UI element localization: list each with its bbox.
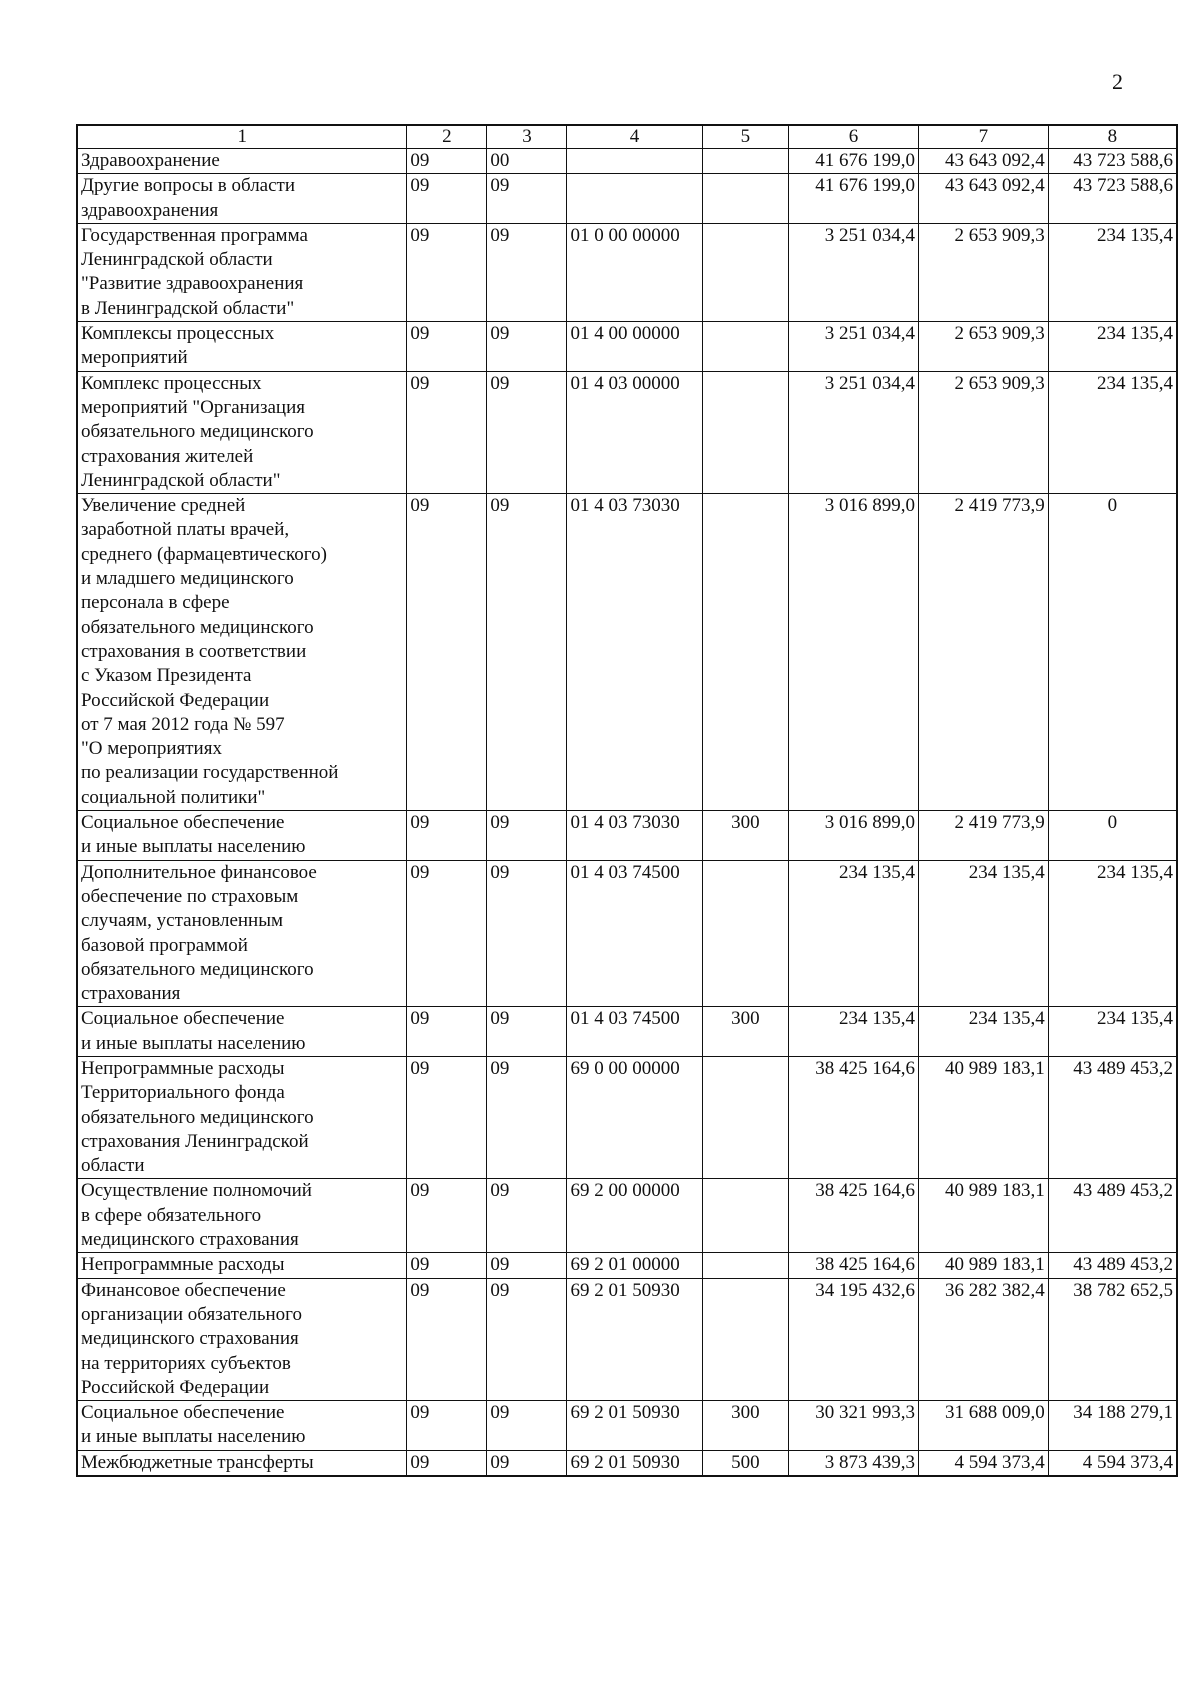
expense-type-code-cell — [702, 1253, 789, 1278]
amount-col8-cell: 234 135,4 — [1048, 371, 1177, 493]
amount-col6-cell: 38 425 164,6 — [789, 1253, 919, 1278]
section-code-cell: 09 — [407, 1401, 487, 1451]
amount-col8-cell: 0 — [1048, 811, 1177, 861]
table-row — [77, 1007, 1177, 1057]
amount-col6-cell: 38 425 164,6 — [789, 1179, 919, 1253]
item-name-cell: Непрограммные расходы — [77, 1253, 407, 1278]
amount-col7-cell: 2 653 909,3 — [918, 223, 1048, 321]
subsection-code-cell: 09 — [487, 1450, 567, 1476]
expense-type-code-cell — [702, 1179, 789, 1253]
target-article-code-cell: 01 4 03 73030 — [567, 494, 702, 811]
target-article-code-cell: 01 0 00 00000 — [567, 223, 702, 321]
item-name-cell: Увеличение средней заработной платы врачей, среднего (фармацевтического) и младшего медицинского персонала в сфере обязательного медицинского страхования в соответствии с Указом Президента Российской Федерации от 7 мая 2012 года № 597 "О мероприятиях по реализации государственной социальной политики" — [77, 494, 407, 811]
expense-type-code-cell: 300 — [702, 1401, 789, 1451]
table-row — [77, 1056, 1177, 1178]
target-article-code-cell: 01 4 03 00000 — [567, 371, 702, 493]
target-article-code-cell: 01 4 03 74500 — [567, 860, 702, 1007]
header-cell: 3 — [487, 125, 567, 149]
amount-col6-cell: 234 135,4 — [789, 860, 919, 1007]
item-name-cell: Дополнительное финансовое обеспечение по страховым случаям, установленным базовой программой обязательного медицинского страхования — [77, 860, 407, 1007]
subsection-code-cell: 09 — [487, 1278, 567, 1400]
amount-col6-cell: 34 195 432,6 — [789, 1278, 919, 1400]
amount-col7-cell: 36 282 382,4 — [918, 1278, 1048, 1400]
amount-col7-cell: 2 419 773,9 — [918, 494, 1048, 811]
amount-col6-cell: 30 321 993,3 — [789, 1401, 919, 1451]
section-code-cell: 09 — [407, 1179, 487, 1253]
table-row — [77, 223, 1177, 321]
target-article-code-cell: 69 2 01 50930 — [567, 1450, 702, 1476]
amount-col8-cell: 0 — [1048, 494, 1177, 811]
target-article-code-cell: 69 2 00 00000 — [567, 1179, 702, 1253]
section-code-cell: 09 — [407, 860, 487, 1007]
item-name-cell: Комплекс процессных мероприятий "Организация обязательного медицинского страхования жителей Ленинградской области" — [77, 371, 407, 493]
target-article-code-cell: 69 2 01 50930 — [567, 1401, 702, 1451]
amount-col6-cell: 3 873 439,3 — [789, 1450, 919, 1476]
column-number-header-row — [77, 125, 1177, 149]
item-name-cell: Социальное обеспечение и иные выплаты населению — [77, 1401, 407, 1451]
header-cell: 6 — [789, 125, 919, 149]
amount-col7-cell: 2 653 909,3 — [918, 322, 1048, 372]
amount-col6-cell: 3 251 034,4 — [789, 223, 919, 321]
item-name-cell: Непрограммные расходы Территориального фонда обязательного медицинского страхования Ленинградской области — [77, 1056, 407, 1178]
subsection-code-cell: 00 — [487, 149, 567, 174]
amount-col6-cell: 38 425 164,6 — [789, 1056, 919, 1178]
expense-type-code-cell — [702, 860, 789, 1007]
subsection-code-cell: 09 — [487, 1056, 567, 1178]
target-article-code-cell: 01 4 03 74500 — [567, 1007, 702, 1057]
target-article-code-cell — [567, 174, 702, 224]
subsection-code-cell: 09 — [487, 1253, 567, 1278]
amount-col7-cell: 2 419 773,9 — [918, 811, 1048, 861]
amount-col6-cell: 3 251 034,4 — [789, 371, 919, 493]
expense-type-code-cell — [702, 371, 789, 493]
table-row — [77, 1450, 1177, 1476]
header-cell: 7 — [918, 125, 1048, 149]
header-cell: 5 — [702, 125, 789, 149]
expense-type-code-cell — [702, 223, 789, 321]
amount-col7-cell: 43 643 092,4 — [918, 174, 1048, 224]
amount-col8-cell: 234 135,4 — [1048, 860, 1177, 1007]
table-row — [77, 1253, 1177, 1278]
header-cell: 2 — [407, 125, 487, 149]
amount-col6-cell: 3 016 899,0 — [789, 811, 919, 861]
amount-col8-cell: 43 489 453,2 — [1048, 1253, 1177, 1278]
item-name-cell: Межбюджетные трансферты — [77, 1450, 407, 1476]
table-row — [77, 371, 1177, 493]
subsection-code-cell: 09 — [487, 1401, 567, 1451]
amount-col7-cell: 2 653 909,3 — [918, 371, 1048, 493]
expense-type-code-cell: 500 — [702, 1450, 789, 1476]
table-row — [77, 860, 1177, 1007]
section-code-cell: 09 — [407, 223, 487, 321]
section-code-cell: 09 — [407, 322, 487, 372]
section-code-cell: 09 — [407, 371, 487, 493]
expense-type-code-cell — [702, 149, 789, 174]
table-row — [77, 1278, 1177, 1400]
amount-col8-cell: 43 489 453,2 — [1048, 1056, 1177, 1178]
subsection-code-cell: 09 — [487, 371, 567, 493]
subsection-code-cell: 09 — [487, 494, 567, 811]
amount-col8-cell: 34 188 279,1 — [1048, 1401, 1177, 1451]
item-name-cell: Социальное обеспечение и иные выплаты населению — [77, 1007, 407, 1057]
amount-col7-cell: 40 989 183,1 — [918, 1179, 1048, 1253]
item-name-cell: Здравоохранение — [77, 149, 407, 174]
section-code-cell: 09 — [407, 1056, 487, 1178]
section-code-cell: 09 — [407, 174, 487, 224]
amount-col7-cell: 43 643 092,4 — [918, 149, 1048, 174]
header-cell: 8 — [1048, 125, 1177, 149]
amount-col6-cell: 41 676 199,0 — [789, 149, 919, 174]
table-row — [77, 1401, 1177, 1451]
item-name-cell: Осуществление полномочий в сфере обязательного медицинского страхования — [77, 1179, 407, 1253]
amount-col8-cell: 43 723 588,6 — [1048, 174, 1177, 224]
target-article-code-cell: 69 2 01 50930 — [567, 1278, 702, 1400]
subsection-code-cell: 09 — [487, 1007, 567, 1057]
amount-col7-cell: 40 989 183,1 — [918, 1056, 1048, 1178]
amount-col7-cell: 234 135,4 — [918, 1007, 1048, 1057]
target-article-code-cell: 01 4 03 73030 — [567, 811, 702, 861]
amount-col7-cell: 31 688 009,0 — [918, 1401, 1048, 1451]
expense-type-code-cell: 300 — [702, 811, 789, 861]
target-article-code-cell: 01 4 00 00000 — [567, 322, 702, 372]
expense-type-code-cell — [702, 1278, 789, 1400]
amount-col8-cell: 234 135,4 — [1048, 223, 1177, 321]
table-row — [77, 811, 1177, 861]
table-row — [77, 149, 1177, 174]
amount-col8-cell: 4 594 373,4 — [1048, 1450, 1177, 1476]
section-code-cell: 09 — [407, 149, 487, 174]
section-code-cell: 09 — [407, 1253, 487, 1278]
section-code-cell: 09 — [407, 494, 487, 811]
budget-table — [76, 124, 1178, 1477]
item-name-cell: Государственная программа Ленинградской области "Развитие здравоохранения в Ленинградской области" — [77, 223, 407, 321]
amount-col6-cell: 234 135,4 — [789, 1007, 919, 1057]
amount-col7-cell: 40 989 183,1 — [918, 1253, 1048, 1278]
expense-type-code-cell — [702, 1056, 789, 1178]
amount-col8-cell: 43 489 453,2 — [1048, 1179, 1177, 1253]
header-cell: 4 — [567, 125, 702, 149]
table-row — [77, 494, 1177, 811]
subsection-code-cell: 09 — [487, 860, 567, 1007]
section-code-cell: 09 — [407, 1450, 487, 1476]
subsection-code-cell: 09 — [487, 1179, 567, 1253]
subsection-code-cell: 09 — [487, 811, 567, 861]
subsection-code-cell: 09 — [487, 223, 567, 321]
amount-col8-cell: 43 723 588,6 — [1048, 149, 1177, 174]
subsection-code-cell: 09 — [487, 174, 567, 224]
amount-col6-cell: 3 016 899,0 — [789, 494, 919, 811]
target-article-code-cell: 69 0 00 00000 — [567, 1056, 702, 1178]
amount-col6-cell: 41 676 199,0 — [789, 174, 919, 224]
header-cell: 1 — [77, 125, 407, 149]
section-code-cell: 09 — [407, 811, 487, 861]
item-name-cell: Другие вопросы в области здравоохранения — [77, 174, 407, 224]
table-row — [77, 1179, 1177, 1253]
expense-type-code-cell — [702, 174, 789, 224]
expense-type-code-cell — [702, 322, 789, 372]
item-name-cell: Социальное обеспечение и иные выплаты населению — [77, 811, 407, 861]
table-row — [77, 322, 1177, 372]
expense-type-code-cell: 300 — [702, 1007, 789, 1057]
table-row — [77, 174, 1177, 224]
table-body — [77, 125, 1177, 1476]
subsection-code-cell: 09 — [487, 322, 567, 372]
amount-col7-cell: 234 135,4 — [918, 860, 1048, 1007]
amount-col8-cell: 38 782 652,5 — [1048, 1278, 1177, 1400]
item-name-cell: Комплексы процессных мероприятий — [77, 322, 407, 372]
page-number: 2 — [1112, 69, 1123, 94]
amount-col7-cell: 4 594 373,4 — [918, 1450, 1048, 1476]
amount-col8-cell: 234 135,4 — [1048, 1007, 1177, 1057]
target-article-code-cell: 69 2 01 00000 — [567, 1253, 702, 1278]
item-name-cell: Финансовое обеспечение организации обязательного медицинского страхования на территориях субъектов Российской Федерации — [77, 1278, 407, 1400]
section-code-cell: 09 — [407, 1278, 487, 1400]
amount-col8-cell: 234 135,4 — [1048, 322, 1177, 372]
expense-type-code-cell — [702, 494, 789, 811]
amount-col6-cell: 3 251 034,4 — [789, 322, 919, 372]
section-code-cell: 09 — [407, 1007, 487, 1057]
target-article-code-cell — [567, 149, 702, 174]
